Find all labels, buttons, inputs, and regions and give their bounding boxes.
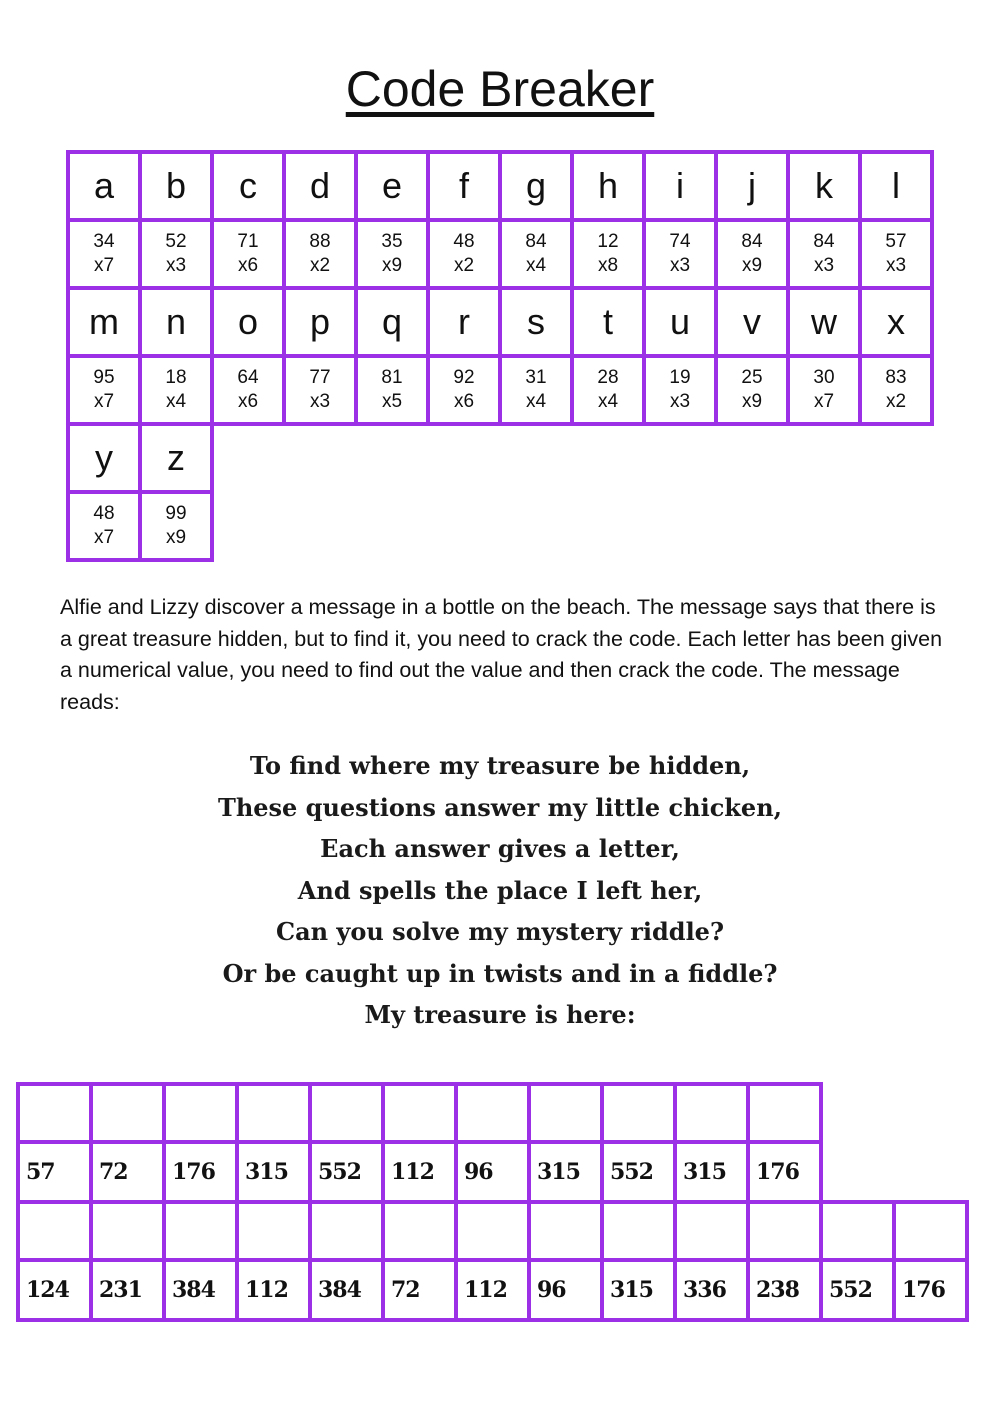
code-calc — [140, 492, 212, 560]
calc-number: 48 — [453, 231, 475, 252]
poem-line: These questions answer my little chicken, — [217, 792, 783, 822]
calc-multiplier: x2 — [309, 255, 331, 276]
calc-number: 81 — [381, 367, 403, 388]
code-calc — [68, 220, 140, 288]
code-letter: w — [788, 288, 860, 356]
code-letter: v — [716, 288, 788, 356]
code-letter: z — [140, 424, 212, 492]
code-calc — [500, 356, 572, 424]
code-calc — [716, 220, 788, 288]
code-calc — [428, 220, 500, 288]
code-calc — [212, 220, 284, 288]
calc-number: 84 — [525, 231, 547, 252]
calc-multiplier: x5 — [381, 391, 403, 412]
calc-multiplier: x3 — [165, 255, 187, 276]
code-calc — [860, 356, 932, 424]
calc-multiplier: x2 — [885, 391, 907, 412]
calc-multiplier: x4 — [597, 391, 619, 412]
answer-number: 552 — [310, 1142, 383, 1202]
code-letter: b — [140, 152, 212, 220]
code-letter: u — [644, 288, 716, 356]
calc-multiplier: x7 — [93, 391, 115, 412]
calc-number: 71 — [237, 231, 259, 252]
calc-multiplier: x9 — [381, 255, 403, 276]
calc-number: 95 — [93, 367, 115, 388]
code-letter: q — [356, 288, 428, 356]
code-letter: t — [572, 288, 644, 356]
calc-number: 52 — [165, 231, 187, 252]
answer-letter-box[interactable] — [675, 1084, 748, 1142]
calc-multiplier: x6 — [237, 255, 259, 276]
calc-number: 19 — [669, 367, 691, 388]
answer-number: 336 — [675, 1260, 748, 1320]
answer-letter-box[interactable] — [18, 1202, 91, 1260]
calc-multiplier: x7 — [813, 391, 835, 412]
answer-number: 315 — [602, 1260, 675, 1320]
answer-number: 72 — [383, 1260, 456, 1320]
answer-number: 124 — [18, 1260, 91, 1320]
answer-number: 238 — [748, 1260, 821, 1320]
answer-letter-box[interactable] — [310, 1084, 383, 1142]
poem-line: Each answer gives a letter, — [320, 834, 680, 863]
answer-letter-box[interactable] — [529, 1084, 602, 1142]
answer-letter-box[interactable] — [456, 1202, 529, 1260]
calc-number: 64 — [237, 367, 259, 388]
calc-number: 74 — [669, 231, 691, 252]
calc-number: 30 — [813, 367, 835, 388]
code-letter: p — [284, 288, 356, 356]
answer-letter-box[interactable] — [164, 1202, 237, 1260]
answer-number: 112 — [237, 1260, 310, 1320]
code-letter: h — [572, 152, 644, 220]
code-calc — [644, 220, 716, 288]
calc-number: 99 — [165, 503, 187, 524]
answer-letter-box[interactable] — [91, 1202, 164, 1260]
calc-multiplier: x8 — [597, 255, 619, 276]
code-letter: n — [140, 288, 212, 356]
calc-number: 34 — [93, 231, 115, 252]
answer-number: 315 — [237, 1142, 310, 1202]
answer-number: 176 — [748, 1142, 821, 1202]
code-calc — [284, 220, 356, 288]
calc-multiplier: x6 — [453, 391, 475, 412]
answer-number: 231 — [91, 1260, 164, 1320]
calc-multiplier: x3 — [669, 391, 691, 412]
code-calc — [356, 356, 428, 424]
code-letter: a — [68, 152, 140, 220]
answer-letter-box[interactable] — [237, 1084, 310, 1142]
answer-letter-box[interactable] — [383, 1084, 456, 1142]
calc-multiplier: x9 — [165, 527, 187, 548]
code-letter: s — [500, 288, 572, 356]
code-calc — [140, 220, 212, 288]
calc-number: 28 — [597, 367, 619, 388]
code-letter: l — [860, 152, 932, 220]
code-letter: r — [428, 288, 500, 356]
answer-number: 315 — [675, 1142, 748, 1202]
code-calc — [68, 492, 140, 560]
code-letter: i — [644, 152, 716, 220]
answer-letter-box[interactable] — [18, 1084, 91, 1142]
answer-letter-box[interactable] — [748, 1202, 821, 1260]
code-letter: x — [860, 288, 932, 356]
calc-number: 77 — [309, 367, 331, 388]
code-letter: g — [500, 152, 572, 220]
calc-number: 31 — [525, 367, 547, 388]
code-calc — [572, 356, 644, 424]
code-calc — [500, 220, 572, 288]
calc-multiplier: x2 — [453, 255, 475, 276]
code-calc — [212, 356, 284, 424]
answer-number: 384 — [310, 1260, 383, 1320]
calc-number: 57 — [885, 231, 907, 252]
answer-number: 384 — [164, 1260, 237, 1320]
code-letter: m — [68, 288, 140, 356]
code-letter: c — [212, 152, 284, 220]
calc-number: 83 — [885, 367, 907, 388]
calc-multiplier: x4 — [525, 255, 547, 276]
calc-multiplier: x3 — [813, 255, 835, 276]
calc-number: 25 — [741, 367, 763, 388]
page-title: Code Breaker — [345, 61, 655, 117]
poem-line: Or be caught up in twists and in a fiddle? — [222, 958, 778, 988]
calc-multiplier: x7 — [93, 527, 115, 548]
answer-letter-box[interactable] — [164, 1084, 237, 1142]
answer-number: 176 — [164, 1142, 237, 1202]
code-letter: e — [356, 152, 428, 220]
answer-letter-box[interactable] — [237, 1202, 310, 1260]
answer-letter-box[interactable] — [310, 1202, 383, 1260]
answer-letter-box[interactable] — [748, 1084, 821, 1142]
code-grid — [66, 150, 934, 562]
calc-multiplier: x4 — [525, 391, 547, 412]
answer-letter-box[interactable] — [602, 1084, 675, 1142]
calc-multiplier: x6 — [237, 391, 259, 412]
code-calc — [140, 356, 212, 424]
calc-number: 84 — [741, 231, 763, 252]
answer-letter-box[interactable] — [456, 1084, 529, 1142]
answer-number: 315 — [529, 1142, 602, 1202]
code-letter: o — [212, 288, 284, 356]
poem-line: Can you solve my mystery riddle? — [275, 917, 725, 946]
poem-line: To find where my treasure be hidden, — [249, 751, 751, 780]
calc-number: 88 — [309, 231, 331, 252]
calc-number: 48 — [93, 503, 115, 524]
answer-number: 96 — [456, 1142, 529, 1202]
poem-line: My treasure is here: — [364, 1000, 636, 1029]
calc-number: 18 — [165, 367, 187, 388]
answer-number: 112 — [456, 1260, 529, 1320]
code-calc — [572, 220, 644, 288]
code-letter: f — [428, 152, 500, 220]
code-letter: j — [716, 152, 788, 220]
answer-number: 96 — [529, 1260, 602, 1320]
code-calc — [68, 356, 140, 424]
story-text: Alfie and Lizzy discover a message in a bottle on the beach. The message says that there is a great treasure hidden, but to find it, you need to crack the code. Each letter has been given a numerical value, you need to find out the value and then crack the code. The message reads: — [60, 595, 943, 714]
answer-letter-box[interactable] — [821, 1202, 894, 1260]
poem-line: And spells the place I left her, — [297, 875, 703, 905]
answer-letter-box[interactable] — [529, 1202, 602, 1260]
answer-number: 176 — [894, 1260, 967, 1320]
calc-number: 12 — [597, 231, 619, 252]
code-letter: d — [284, 152, 356, 220]
answer-grid-2 — [16, 1200, 969, 1322]
answer-table — [16, 1082, 823, 1204]
answer-letter-box[interactable] — [894, 1202, 967, 1260]
code-calc — [788, 356, 860, 424]
code-letter: k — [788, 152, 860, 220]
code-calc — [356, 220, 428, 288]
calc-multiplier: x7 — [93, 255, 115, 276]
answer-number: 112 — [383, 1142, 456, 1202]
calc-number: 35 — [381, 231, 403, 252]
answer-number: 552 — [821, 1260, 894, 1320]
calc-multiplier: x4 — [165, 391, 187, 412]
code-calc — [284, 356, 356, 424]
code-table — [66, 150, 934, 562]
code-calc — [644, 356, 716, 424]
answer-grid-1 — [16, 1082, 823, 1204]
code-calc — [860, 220, 932, 288]
calc-multiplier: x9 — [741, 391, 763, 412]
calc-multiplier: x3 — [309, 391, 331, 412]
answer-number: 57 — [18, 1142, 91, 1202]
answer-number: 72 — [91, 1142, 164, 1202]
code-calc — [788, 220, 860, 288]
code-calc — [428, 356, 500, 424]
calc-multiplier: x3 — [885, 255, 907, 276]
answer-letter-box[interactable] — [383, 1202, 456, 1260]
code-letter: y — [68, 424, 140, 492]
calc-number: 92 — [453, 367, 475, 388]
answer-letter-box[interactable] — [675, 1202, 748, 1260]
code-calc — [716, 356, 788, 424]
answer-letter-box[interactable] — [602, 1202, 675, 1260]
calc-multiplier: x3 — [669, 255, 691, 276]
poem — [0, 745, 1000, 1036]
answer-table — [16, 1200, 969, 1322]
answer-letter-box[interactable] — [91, 1084, 164, 1142]
calc-number: 84 — [813, 231, 835, 252]
calc-multiplier: x9 — [741, 255, 763, 276]
answer-number: 552 — [602, 1142, 675, 1202]
